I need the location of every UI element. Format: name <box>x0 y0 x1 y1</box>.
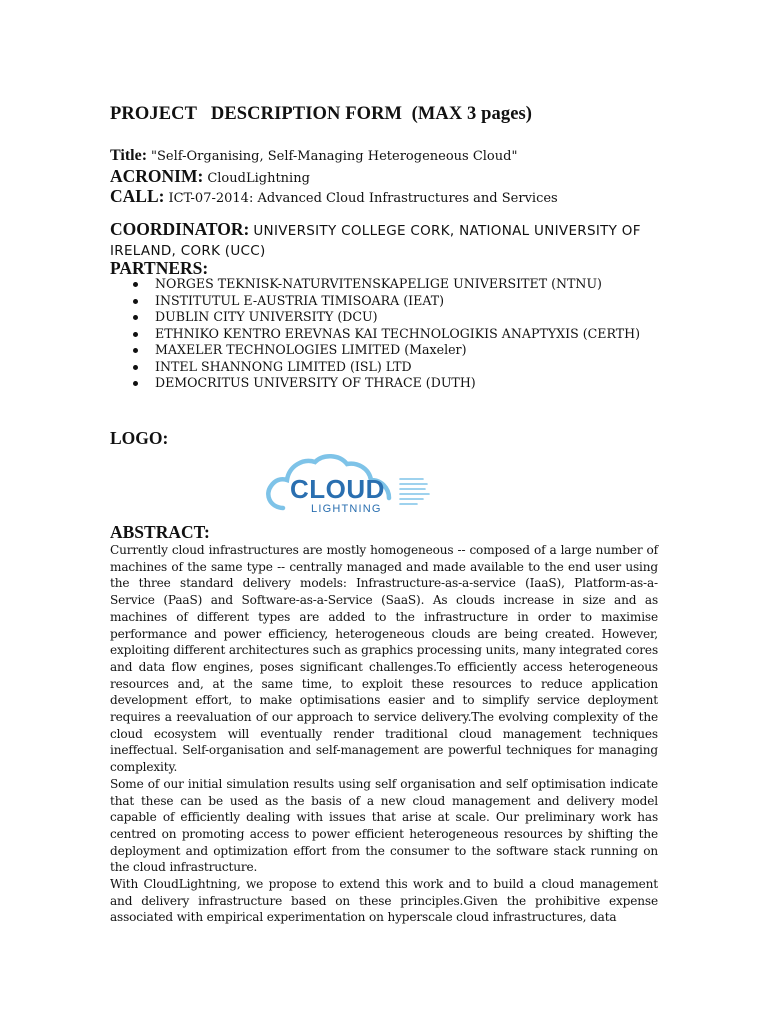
cloud-icon <box>265 450 435 520</box>
list-item <box>110 276 658 293</box>
list-item <box>110 293 658 310</box>
partner-name: NORGES TEKNISK-NATURVITENSKAPELIGE UNIVERSITET (NTNU) <box>155 276 602 291</box>
logo-label: LOGO: <box>110 428 169 448</box>
bullet-icon <box>133 315 138 320</box>
partner-name: ETHNIKO KENTRO EREVNAS KAI TECHNOLOGIKIS ANAPTYXIS (CERTH) <box>155 325 641 341</box>
logo-heading <box>110 428 168 449</box>
title-value: "Self-Organising, Self-Managing Heterogeneous Cloud" <box>151 149 518 164</box>
list-item <box>110 326 658 343</box>
bullet-icon <box>133 282 138 287</box>
call-label: CALL: <box>110 186 165 206</box>
abstract-heading <box>110 522 210 543</box>
abstract-paragraph: With CloudLightning, we propose to extend this work and to build a cloud management and delivery infrastructure based on these principles.Given the prohibitive expense associated with empirical experimentation on hyperscale cloud infrastructures, data <box>110 877 658 925</box>
abstract-label: ABSTRACT: <box>110 522 210 542</box>
call-field <box>110 186 658 207</box>
acronim-label: ACRONIM: <box>110 166 204 186</box>
list-item <box>110 375 658 392</box>
list-item <box>110 309 658 326</box>
abstract-paragraph: Some of our initial simulation results using self organisation and self optimisation indicate that these can be used as the basis of a new cloud management and delivery model capable of efficiently dealing with issues that arise at scale. Our preliminary work has centred on promoting access to power efficient heterogeneous resources by shifting the deployment and optimization effort from the consumer to the software stack running on the cloud infrastructure. <box>110 776 658 875</box>
partner-name: DUBLIN CITY UNIVERSITY (DCU) <box>155 309 378 324</box>
coordinator-field <box>110 220 658 261</box>
partners-list <box>110 276 658 392</box>
partner-name: DEMOCRITUS UNIVERSITY OF THRACE (DUTH) <box>155 375 476 390</box>
logo-word-lightning: LIGHTNING <box>311 503 382 515</box>
cloudlightning-logo <box>265 450 435 520</box>
bullet-icon <box>133 381 138 386</box>
logo-word-cloud: CLOUD <box>290 474 385 504</box>
partner-name: MAXELER TECHNOLOGIES LIMITED (Maxeler) <box>155 342 467 357</box>
call-value: ICT-07-2014: Advanced Cloud Infrastructures and Services <box>168 191 558 206</box>
bullet-icon <box>133 332 138 337</box>
bullet-icon <box>133 348 138 353</box>
title-field <box>110 147 658 165</box>
partner-name: INTEL SHANNONG LIMITED (ISL) LTD <box>155 358 412 374</box>
abstract-body <box>110 542 658 926</box>
abstract-paragraph: Currently cloud infrastructures are mostly homogeneous -- composed of a large number of machines of the same type -- centrally managed and made available to the end user using the three standard delivery models: Infrastructure-as-a-service (IaaS), Platform-as-a-Service (PaaS) and Software-as-a-Service (SaaS). As clouds increase in size and as machines of different types are added to the infrastructure in order to maximise performance and power efficiency, heterogeneous clouds are being created. However, exploiting different architectures such as graphics processing units, many integrated cores and data flow engines, poses significant challenges.To efficiently access heterogeneous resources and, at the same time, to exploit these resources to reduce application development effort, to make optimisations easier and to simplify service deployment requires a reevaluation of our approach to service delivery.The evolving complexity of the cloud ecosystem will eventually render traditional cloud management techniques ineffectual. Self-organisation and self-management are powerful techniques for managing complexity. <box>110 543 658 775</box>
coordinator-value: UNIVERSITY COLLEGE CORK, NATIONAL UNIVERSITY OF IRELAND, CORK (UCC) <box>110 223 641 259</box>
acronim-field <box>110 166 658 187</box>
bullet-icon <box>133 299 138 304</box>
acronim-value: CloudLightning <box>207 171 310 186</box>
partners-label: PARTNERS: <box>110 258 209 278</box>
partner-name: INSTITUTUL E-AUSTRIA TIMISOARA (IEAT) <box>155 292 445 308</box>
form-title: PROJECT DESCRIPTION FORM (MAX 3 pages) <box>110 104 533 124</box>
bullet-icon <box>133 365 138 370</box>
coordinator-label: COORDINATOR: <box>110 219 250 239</box>
list-item <box>110 342 658 359</box>
title-label: Title: <box>110 147 148 164</box>
list-item <box>110 359 658 376</box>
